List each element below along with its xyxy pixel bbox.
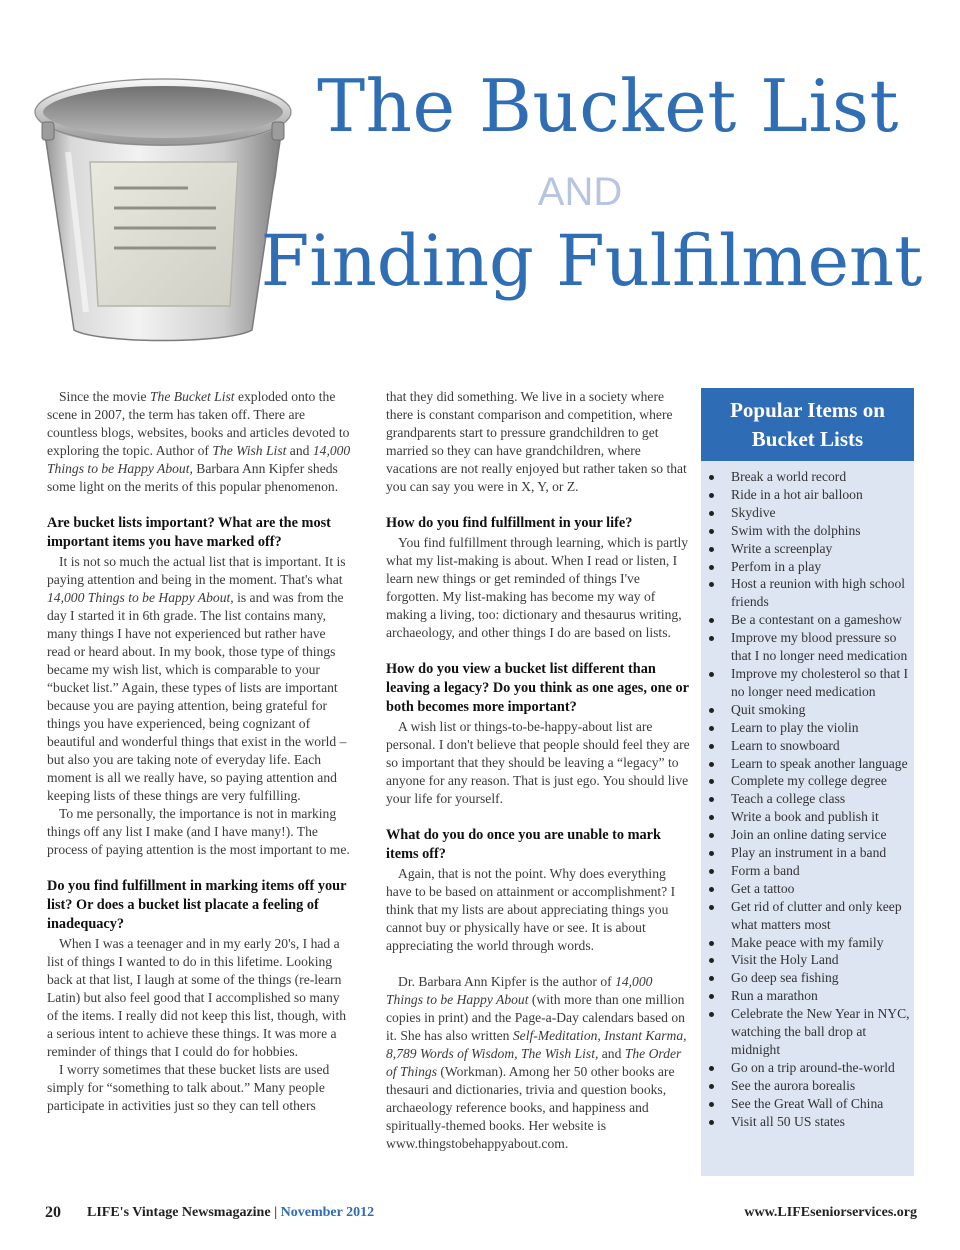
answer-paragraph: To me personally, the importance is not in marking things off any list I make (and I have many!). The process of paying attention is the most important to me.	[47, 806, 350, 857]
bucket-list-item: Swim with the dolphins	[731, 522, 914, 540]
bucket-list-item: Make peace with my family	[731, 934, 914, 952]
sidebar-title: Popular Items on Bucket Lists	[701, 388, 914, 461]
question-heading-5: What do you do once you are unable to mark items off?	[386, 827, 661, 862]
question-heading-2: Do you find fulfillment in marking items off your list? Or does a bucket list placate a feeling of inadequacy?	[47, 878, 347, 932]
bucket-list-item: Improve my blood pressure so that I no longer need medication	[731, 629, 914, 665]
bucket-list-item: See the Great Wall of China	[731, 1095, 914, 1113]
title-and: AND	[537, 170, 623, 214]
page-footer	[45, 1204, 917, 1224]
intro-paragraph: Since the movie The Bucket List exploded onto the scene in 2007, the term has taken off. There are countless blogs, websites, books and articles devoted to exploring the topic. Author of The Wish List and 14,000 Things to be Happy About, Barbara Ann Kipfer sheds some light on the merits of this popular phenomenon.	[47, 389, 351, 494]
issue-month: November 2012	[280, 1205, 375, 1220]
bucket-list-item: Skydive	[731, 504, 914, 522]
bucket-list-item: Complete my college degree	[731, 772, 914, 790]
footer-separator: |	[274, 1205, 278, 1220]
bucket-list-item: Join an online dating service	[731, 826, 914, 844]
article-column-2	[386, 388, 691, 1153]
question-heading-3: How do you find fulfillment in your life?	[386, 515, 633, 531]
continued-paragraph: that they did something. We live in a society where there is constant comparison and competition, where grandparents start to pressure grandchildren to get married so they can have grandchildren, where vacations are not really enjoyed but rather taken so that you can say you were in X, Y, or Z.	[386, 389, 687, 494]
answer-paragraph: When I was a teenager and in my early 20's, I had a list of things I wanted to do in this lifetime. Looking back at that list, I laugh at some of the things (re-learn Latin) but also feel good that I accomplished so many of the items. I really did not keep this list, though, with a serious intent to achieve these things. It was more a reminder of things that I could do for hobbies.	[47, 936, 347, 1059]
bucket-list-item: Break a world record	[731, 468, 914, 486]
page-number: 20	[45, 1204, 61, 1221]
bucket-list-item: Perfom in a play	[731, 558, 914, 576]
bucket-illustration	[28, 62, 298, 352]
title-line2: Finding Fulfilment	[260, 220, 923, 302]
bucket-list-item: Host a reunion with high school friends	[731, 575, 914, 611]
bucket-list-item: Write a screenplay	[731, 540, 914, 558]
answer-paragraph: I worry sometimes that these bucket lists are used simply for “something to talk about.” Many people participate in activities just so they can tell others	[47, 1062, 330, 1113]
bucket-list-item: Get rid of clutter and only keep what matters most	[731, 898, 914, 934]
article-column-1	[47, 388, 352, 1115]
answer-paragraph: A wish list or things-to-be-happy-about list are personal. I don't believe that people should feel they are so important that they should be leaving a “legacy” to anyone for any reason. That is just ego. You should live your life for yourself.	[386, 719, 690, 806]
bucket-list-item: Write a book and publish it	[731, 808, 914, 826]
magazine-name: LIFE's Vintage Newsmagazine	[87, 1205, 271, 1220]
answer-paragraph: You find fulfillment through learning, which is partly what my list-making is about. When I read or listen, I learn new things or get reminded of things I've forgotten. My list-making has become my way of making a living, too: dictionary and thesaurus writing, archaeology, and other things I do are based on lists.	[386, 535, 689, 640]
bucket-list-item: See the aurora borealis	[731, 1077, 914, 1095]
bucket-list-item: Learn to speak another language	[731, 755, 914, 773]
bucket-list-item: Visit all 50 US states	[731, 1113, 914, 1131]
question-heading-1: Are bucket lists important? What are the most important items you have marked off?	[47, 515, 331, 550]
bucket-list-item: Learn to snowboard	[731, 737, 914, 755]
bucket-list-item: Form a band	[731, 862, 914, 880]
bucket-list-item: Be a contestant on a gameshow	[731, 611, 914, 629]
title-line1: The Bucket List	[317, 64, 899, 148]
bucket-list-item: Play an instrument in a band	[731, 844, 914, 862]
author-bio: Dr. Barbara Ann Kipfer is the author of 14,000 Things to be Happy About (with more than one million copies in print) and the Page-a-Day calendars based on it. She has also written Self-Meditation, Instant Karma, 8,789 Words of Wisdom, The Wish List, and The Order of Things (Workman). Among her 50 other books are thesauri and dictionaries, trivia and question books, archaeology reference books, and happiness and spiritually-themed books. Her website is www.thingstobehappyabout.com.	[386, 974, 687, 1151]
bucket-list-item: Improve my cholesterol so that I no longer need medication	[731, 665, 914, 701]
bucket-list-items	[701, 461, 914, 1131]
bucket-list-item: Learn to play the violin	[731, 719, 914, 737]
bucket-list-item: Run a marathon	[731, 987, 914, 1005]
answer-paragraph: Again, that is not the point. Why does everything have to be based on attainment or accomplishment? I think that my lists are about appreciating things you cannot buy or physically have or see. It is about appreciating the world through words.	[386, 866, 676, 953]
bucket-list-item: Get a tattoo	[731, 880, 914, 898]
bucket-list-item: Go on a trip around-the-world	[731, 1059, 914, 1077]
bucket-list-item: Quit smoking	[731, 701, 914, 719]
bucket-list-item: Ride in a hot air balloon	[731, 486, 914, 504]
bucket-list-item: Celebrate the New Year in NYC, watching the ball drop at midnight	[731, 1005, 914, 1059]
bucket-list-item: Go deep sea fishing	[731, 969, 914, 987]
bucket-list-item: Visit the Holy Land	[731, 951, 914, 969]
answer-paragraph: It is not so much the actual list that is important. It is paying attention and being in the moment. That's what 14,000 Things to be Happy About, is and was from the day I started it in 6th grade. The list contains many, many things I have not experienced but rather have read or heard about. In my book, those type of things became my wish list, which is comparable to your “bucket list.” Again, these types of lists are important because you are paying attention, being grateful for things you have experienced, being cognizant of beautiful and wonderful things that exist in the world – but also you are taking note of everyday life. Each moment is all we really have, so paying attention and keeping lists of these things are very fulfilling.	[47, 554, 347, 803]
bucket-list-item: Teach a college class	[731, 790, 914, 808]
website-link[interactable]: www.LIFEseniorservices.org	[744, 1205, 917, 1220]
question-heading-4: How do you view a bucket list different than leaving a legacy? Do you think as one ages, one or both becomes more important?	[386, 661, 689, 715]
publication-line	[87, 1205, 374, 1221]
bucket-list-sidebar	[701, 388, 914, 1176]
